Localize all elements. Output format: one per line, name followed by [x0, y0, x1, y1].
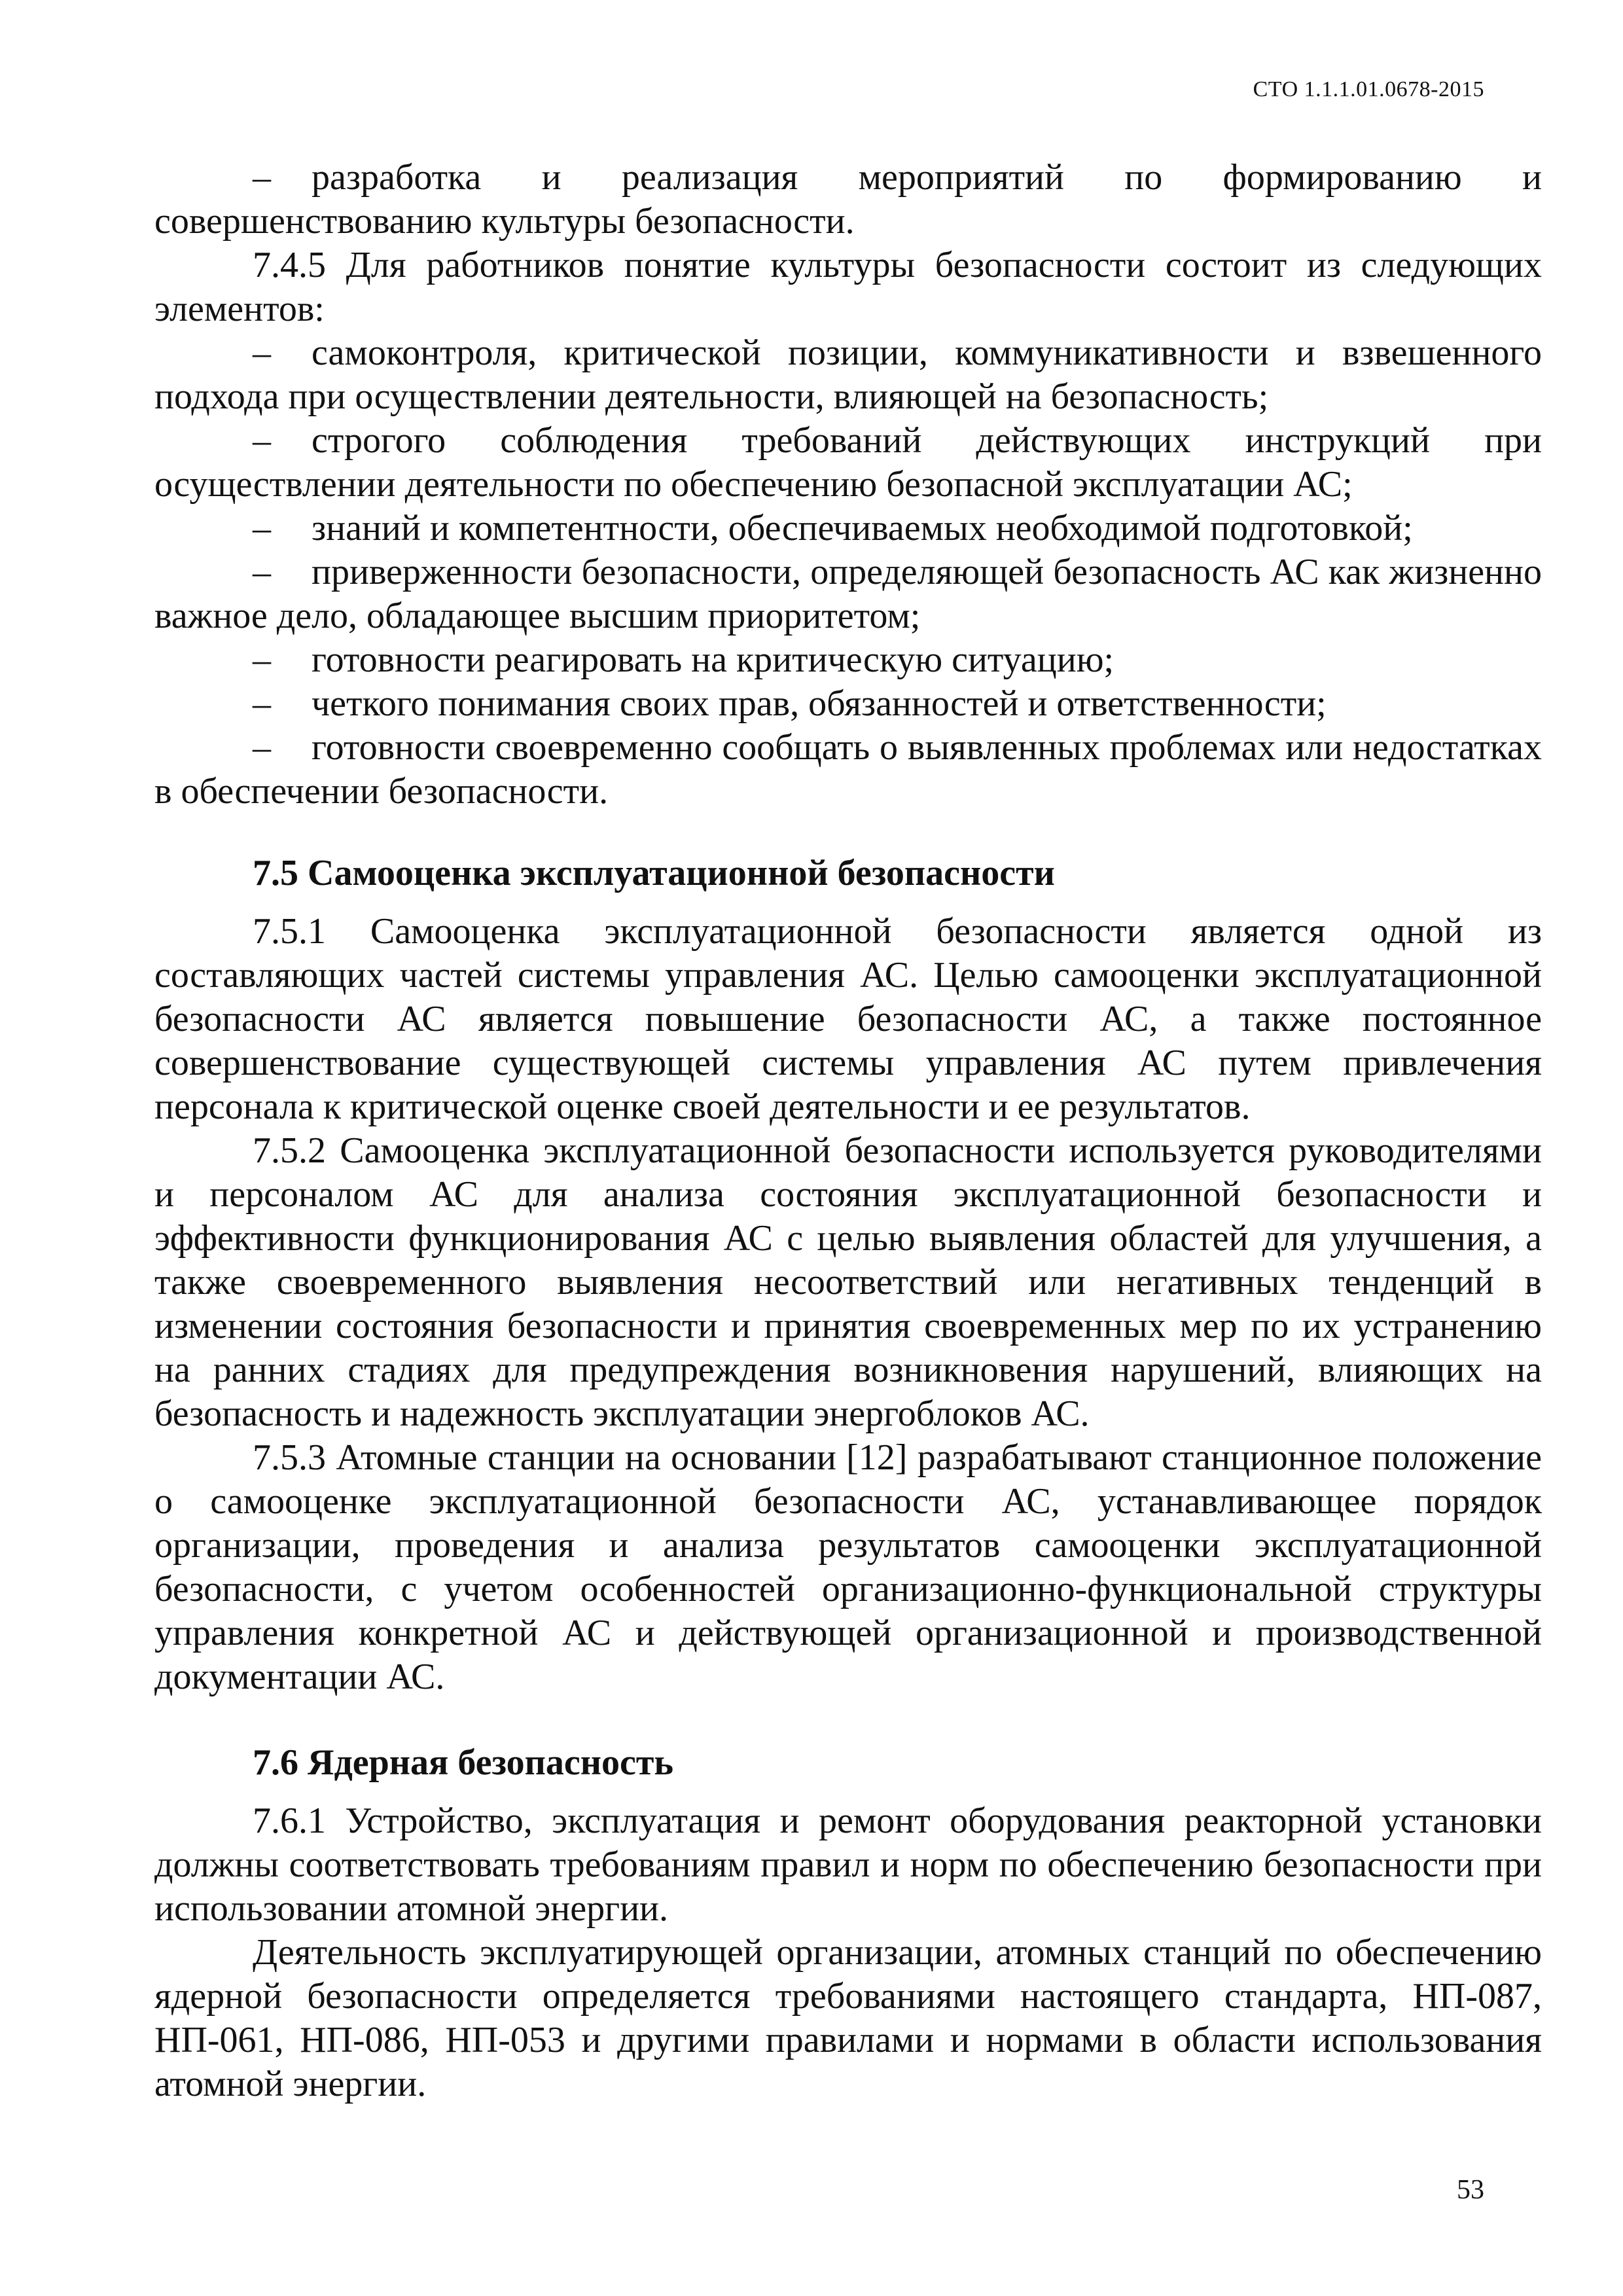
list-item-text: четкого понимания своих прав, обязанностей и ответственности;	[312, 683, 1327, 724]
list-item	[154, 550, 1542, 638]
list-item-text: знаний и компетентности, обеспечиваемых необходимой подготовкой;	[312, 508, 1413, 548]
dash-marker: –	[253, 683, 271, 724]
document-code: СТО 1.1.1.01.0678-2015	[1253, 77, 1484, 101]
list-item	[154, 331, 1542, 419]
list-item	[154, 682, 1542, 726]
dash-marker: –	[253, 420, 271, 461]
dash-marker: –	[253, 727, 271, 768]
dash-marker: –	[253, 332, 271, 373]
list-item	[154, 156, 1542, 243]
list-item	[154, 726, 1542, 814]
list-item-text: готовности своевременно сообщать о выявленных проблемах или недостатках в обеспечении безопасности.	[154, 727, 1542, 812]
paragraph-7-5-3: 7.5.3 Атомные станции на основании [12] разрабатывают станционное положение о самооценке эксплуатационной безопасности АС, устанавливающее порядок организации, проведения и анализа результатов самооценки эксплуатационной безопасности, с учетом особенностей организационно-функциональной структуры управления конкретной АС и действующей организационной и производственной документации АС.	[154, 1437, 1542, 1697]
paragraph-7-5-1: 7.5.1 Самооценка эксплуатационной безопасности является одной из составляющих частей системы управления АС. Целью самооценки эксплуатационной безопасности АС является повышение безопасности АС, а также постоянное совершенствование существующей системы управления АС путем привлечения персонала к критической оценке своей деятельности и ее результатов.	[154, 911, 1542, 1127]
section-heading-7-6: 7.6 Ядерная безопасность	[253, 1742, 673, 1783]
list-item-text: готовности реагировать на критическую ситуацию;	[312, 639, 1115, 680]
dash-marker: –	[253, 639, 271, 680]
list-item	[154, 507, 1542, 550]
page-body	[154, 156, 1542, 2106]
list-item-text: строгого соблюдения требований действующих инструкций при осуществлении деятельности по обеспечению безопасной эксплуатации АС;	[154, 420, 1542, 505]
paragraph-7-6-1: 7.6.1 Устройство, эксплуатация и ремонт оборудования реакторной установки должны соответствовать требованиям правил и норм по обеспечению безопасности при использовании атомной энергии.	[154, 1801, 1542, 1929]
list-item	[154, 638, 1542, 682]
dash-marker: –	[253, 552, 271, 592]
section-heading-7-5: 7.5 Самооценка эксплуатационной безопасности	[253, 853, 1055, 893]
paragraph-7-5-2: 7.5.2 Самооценка эксплуатационной безопасности используется руководителями и персоналом АС для анализа состояния эксплуатационной безопасности и эффективности функционирования АС с целью выявления областей для улучшения, а также своевременного выявления несоответствий или негативных тенденций в изменении состояния безопасности и принятия своевременных мер по их устранению на ранних стадиях для предупреждения возникновения нарушений, влияющих на безопасность и надежность эксплуатации энергоблоков АС.	[154, 1130, 1542, 1434]
list-item-text: разработка и реализация мероприятий по формированию и совершенствованию культуры безопасности.	[154, 157, 1542, 242]
page-number: 53	[1457, 2175, 1484, 2205]
list-item	[154, 419, 1542, 507]
list-item-text: приверженности безопасности, определяющей безопасность АС как жизненно важное дело, обладающее высшим приоритетом;	[154, 552, 1542, 636]
list-item-text: самоконтроля, критической позиции, коммуникативности и взвешенного подхода при осуществлении деятельности, влияющей на безопасность;	[154, 332, 1542, 417]
dash-marker: –	[253, 508, 271, 548]
paragraph-7-4-5: 7.4.5 Для работников понятие культуры безопасности состоит из следующих элементов:	[154, 245, 1542, 329]
dash-marker: –	[253, 157, 271, 198]
paragraph-7-6-1-cont: Деятельность эксплуатирующей организации, атомных станций по обеспечению ядерной безопасности определяется требованиями настоящего стандарта, НП-087, НП-061, НП-086, НП-053 и другими правилами и нормами в области использования атомной энергии.	[154, 1932, 1542, 2104]
